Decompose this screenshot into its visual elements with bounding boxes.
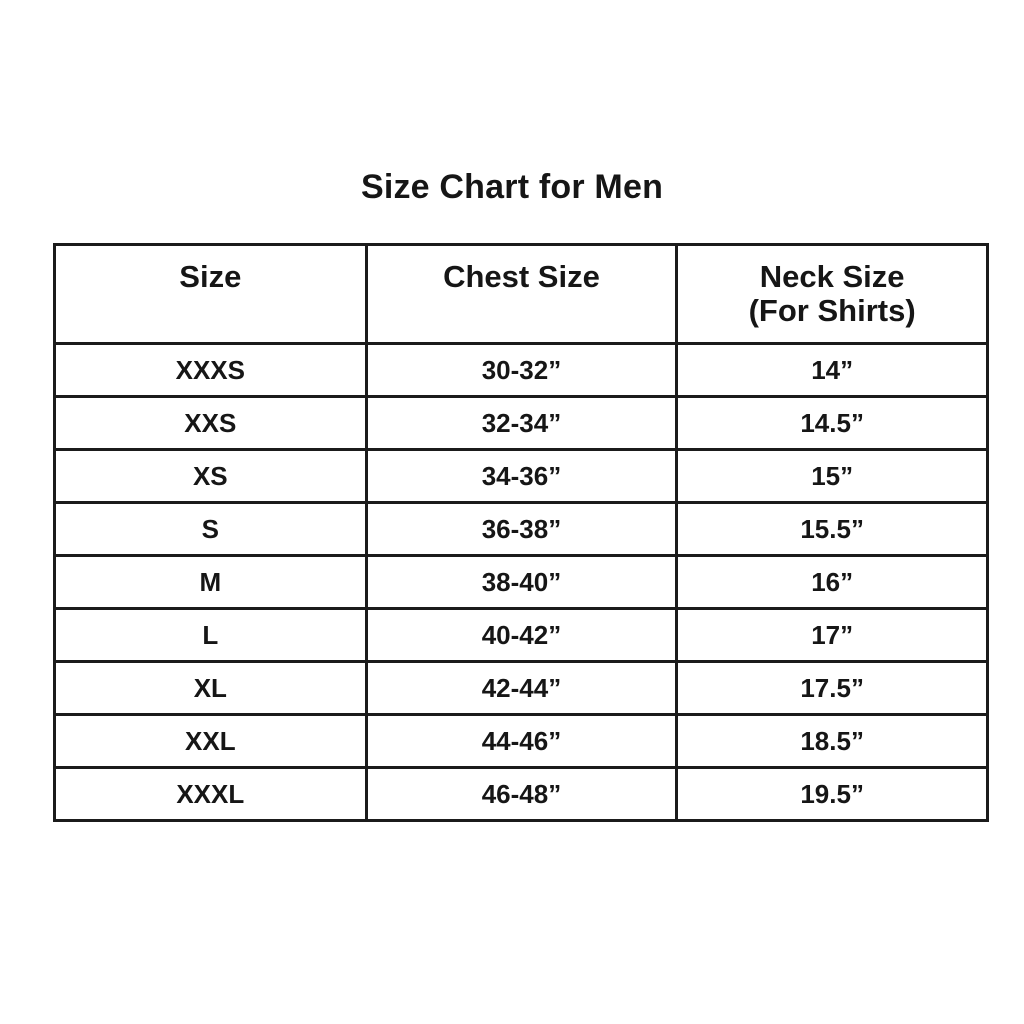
- header-row: [55, 245, 988, 344]
- chest-cell: 36-38”: [366, 503, 677, 556]
- chest-cell: 40-42”: [366, 609, 677, 662]
- size-cell: L: [55, 609, 367, 662]
- size-cell: S: [55, 503, 367, 556]
- size-cell: XXL: [55, 715, 367, 768]
- size-column-header: [55, 245, 367, 344]
- size-cell: XXS: [55, 397, 367, 450]
- chest-cell: 44-46”: [366, 715, 677, 768]
- table-row: [55, 715, 988, 768]
- chest-cell: 38-40”: [366, 556, 677, 609]
- size-cell: XS: [55, 450, 367, 503]
- neck-cell: 17.5”: [677, 662, 988, 715]
- chest-cell: 30-32”: [366, 344, 677, 397]
- neck-cell: 14.5”: [677, 397, 988, 450]
- table-row: [55, 662, 988, 715]
- size-cell: XXXL: [55, 768, 367, 821]
- neck-cell: 17”: [677, 609, 988, 662]
- chest-cell: 32-34”: [366, 397, 677, 450]
- chest-cell: 42-44”: [366, 662, 677, 715]
- chest-column-header-label: Chest Size: [443, 259, 600, 294]
- chest-cell: 34-36”: [366, 450, 677, 503]
- page-title: Size Chart for Men: [360, 168, 664, 206]
- chest-cell: 46-48”: [366, 768, 677, 821]
- table-row: [55, 397, 988, 450]
- size-chart-table: [53, 243, 989, 822]
- neck-cell: 19.5”: [677, 768, 988, 821]
- table-row: [55, 556, 988, 609]
- neck-cell: 15”: [677, 450, 988, 503]
- chest-column-header: [366, 245, 677, 344]
- size-cell: M: [55, 556, 367, 609]
- size-cell: XXXS: [55, 344, 367, 397]
- table-row: [55, 503, 988, 556]
- size-column-header-label: Size: [179, 259, 242, 294]
- neck-cell: 18.5”: [677, 715, 988, 768]
- table-row: [55, 609, 988, 662]
- neck-column-header-sublabel: (For Shirts): [748, 293, 916, 328]
- neck-column-header: [677, 245, 988, 344]
- table-row: [55, 344, 988, 397]
- neck-cell: 14”: [677, 344, 988, 397]
- table-row: [55, 450, 988, 503]
- neck-cell: 15.5”: [677, 503, 988, 556]
- neck-column-header-label: Neck Size: [759, 259, 905, 294]
- neck-cell: 16”: [677, 556, 988, 609]
- table-row: [55, 768, 988, 821]
- size-cell: XL: [55, 662, 367, 715]
